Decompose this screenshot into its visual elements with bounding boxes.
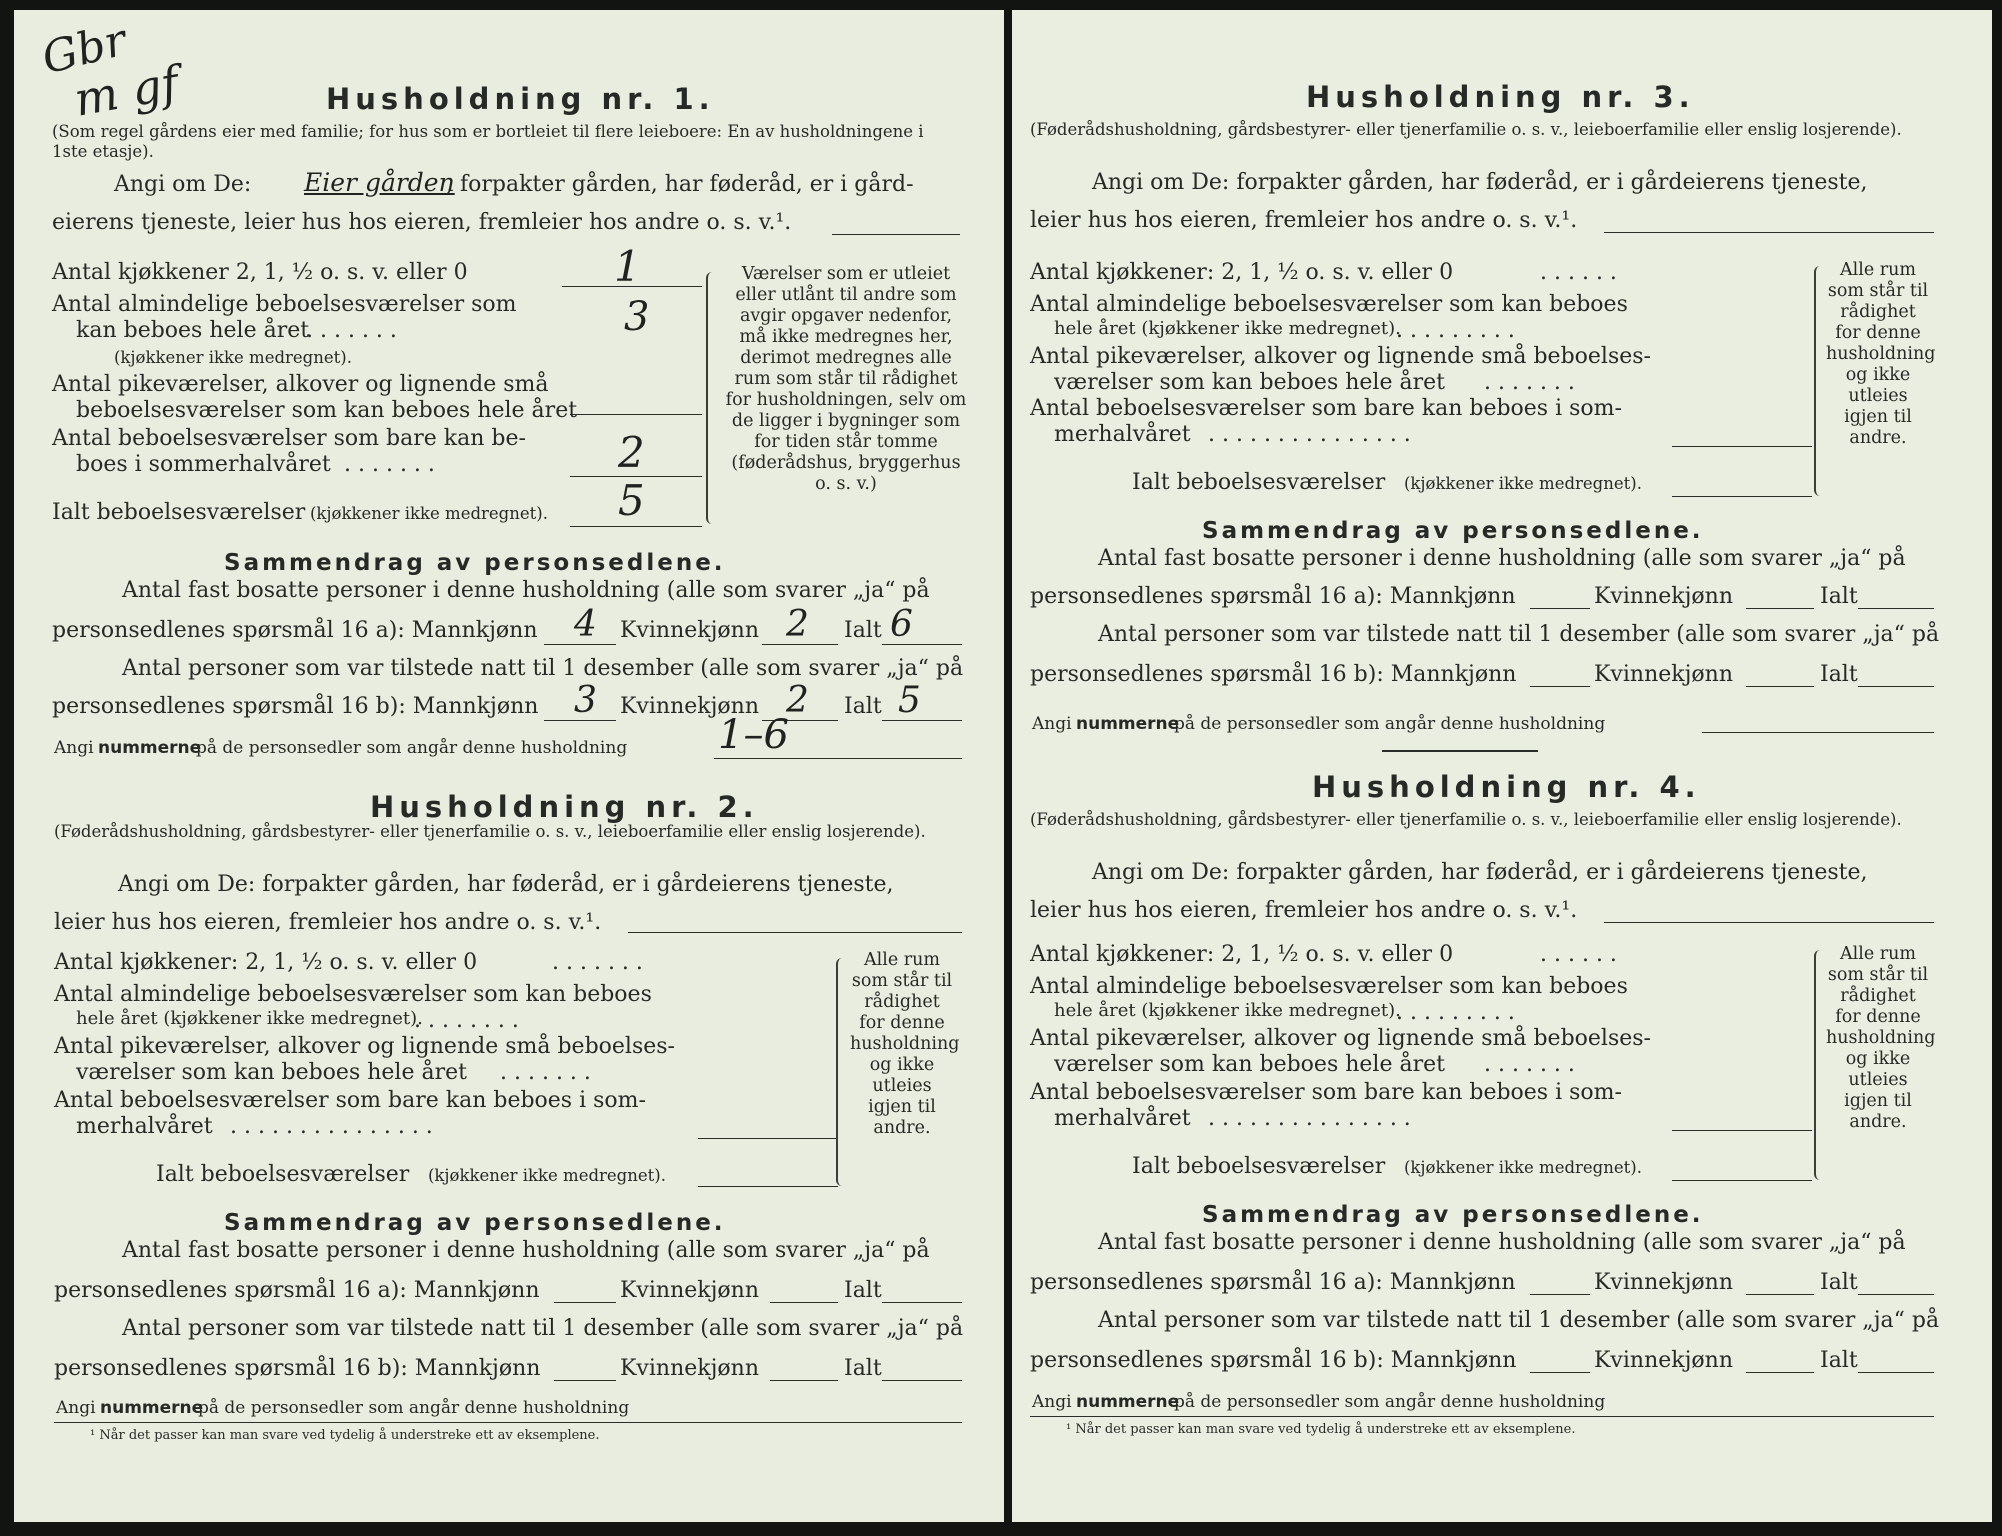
h2-title: Husholdning nr. 2. (370, 790, 759, 824)
h1-resident-total-label: Ialt (844, 618, 882, 643)
h1-present-female-label: Kvinnekjønn (620, 694, 759, 719)
h1-total-value: 5 (618, 476, 645, 525)
h1-summary-title: Sammendrag av personsedlene. (224, 550, 726, 576)
h4-present-female-rule (1746, 1372, 1814, 1373)
margin-note-2: m gf (70, 55, 183, 127)
h2-summer-dots: . . . . . . . . . . . . . . . (230, 1114, 433, 1139)
h2-present-total-rule (882, 1380, 962, 1381)
h2-angi-rule (628, 932, 962, 933)
h1-present-line2: personsedlenes spørsmål 16 b): Mannkjønn (52, 694, 539, 719)
h3-note: (Føderådshusholdning, gårdsbestyrer- eller tjenerfamilie o. s. v., leieboerfamilie eller enslig losjerende). (1030, 120, 1902, 139)
h3-resident-female-label: Kvinnekjønn (1594, 584, 1733, 609)
h4-footnote: ¹ Når det passer kan man svare ved tydelig å understreke ett av eksemplene. (1066, 1422, 1576, 1437)
h2-resident-female-label: Kvinnekjønn (620, 1278, 759, 1303)
h2-maid-dots: . . . . . . . (500, 1060, 591, 1085)
h3-resident-total-rule (1858, 608, 1934, 609)
h1-title: Husholdning nr. 1. (326, 82, 715, 116)
h1-present-male-rule (544, 720, 616, 721)
h4-kitchens-dots: . . . . . . (1540, 942, 1617, 967)
h1-maid-label-1: Antal pikeværelser, alkover og lignende små (52, 372, 549, 397)
h4-maid-label-2: værelser som kan beboes hele året (1054, 1052, 1445, 1077)
h4-angi-line1: Angi om De: forpakter gården, har føderåd, er i gårdeierens tjeneste, (1092, 860, 1868, 885)
h2-total-note: (kjøkkener ikke medregnet). (428, 1166, 666, 1185)
h2-side-note: Alle rum som står til rådighet for denne husholdning og ikke utleies igjen til andre. (850, 950, 960, 1138)
h4-ordinary-label-1: Antal almindelige beboelsesværelser som kan beboes (1030, 974, 1628, 999)
h1-total-note: (kjøkkener ikke medregnet). (310, 504, 548, 523)
left-page (14, 10, 1004, 1522)
h4-total-label: Ialt beboelsesværelser (1132, 1154, 1386, 1179)
h3-title: Husholdning nr. 3. (1306, 80, 1695, 114)
h1-resident-total: 6 (890, 604, 913, 645)
h2-summer-label-1: Antal beboelsesværelser som bare kan beboes i som- (54, 1088, 646, 1113)
right-page (1012, 10, 1992, 1522)
h3-summer-label-2: merhalvåret (1054, 422, 1191, 447)
h3-total-note: (kjøkkener ikke medregnet). (1404, 474, 1642, 493)
h2-total-label: Ialt beboelsesværelser (156, 1162, 410, 1187)
h1-ordinary-label-2: kan beboes hele året (76, 318, 310, 343)
h3-resident-total-label: Ialt (1820, 584, 1858, 609)
h4-brace (1814, 950, 1826, 1180)
h1-ordinary-label-3: (kjøkkener ikke medregnet). (114, 348, 352, 367)
h1-resident-male: 4 (574, 604, 597, 645)
h1-numbers-label-c: på de personsedler som angår denne husholdning (196, 738, 628, 758)
h2-brace (836, 958, 848, 1186)
h1-summer-value: 2 (618, 428, 645, 477)
h4-ordinary-dots: . . . . . . . . . (1396, 1000, 1515, 1025)
h2-note: (Føderådshusholdning, gårdsbestyrer- eller tjenerfamilie o. s. v., leieboerfamilie eller enslig losjerende). (54, 822, 926, 841)
section-divider (1382, 750, 1538, 752)
h1-numbers-label-a: Angi (54, 738, 94, 758)
h2-summer-label-2: merhalvåret (76, 1114, 213, 1139)
h1-resident-female: 2 (786, 604, 809, 645)
h2-summer-rule (698, 1138, 838, 1139)
h3-side-note: Alle rum som står til rådighet for denne husholdning og ikke utleies igjen til andre. (1826, 260, 1936, 448)
h1-angi-answer: Eier gården (304, 168, 455, 197)
h3-angi-line2: leier hus hos eieren, fremleier hos andre o. s. v.¹. (1030, 208, 1578, 233)
h1-total-rule (570, 526, 702, 527)
h1-side-note: Værelser som er utleiet eller utlånt til andre som avgir opgaver nedenfor, må ikke medregnes her, derimot medregnes alle rum som står til rådighet for husholdningen, selv om de ligger i bygninger som for tiden står tomme (føderådshus, bryggerhus o. s. v.) (725, 264, 967, 494)
h2-numbers-label-a: Angi (56, 1398, 96, 1418)
h3-resident-line2: personsedlenes spørsmål 16 a): Mannkjønn (1030, 584, 1516, 609)
h2-numbers-label-b: nummerne (100, 1398, 204, 1418)
h3-resident-male-rule (1530, 608, 1590, 609)
h3-maid-label-2: værelser som kan beboes hele året (1054, 370, 1445, 395)
h3-angi-line1: Angi om De: forpakter gården, har føderåd, er i gårdeierens tjeneste, (1092, 170, 1868, 195)
h4-resident-total-label: Ialt (1820, 1270, 1858, 1295)
h4-resident-male-rule (1530, 1294, 1590, 1295)
h4-angi-rule (1604, 922, 1934, 923)
h2-resident-total-rule (882, 1302, 962, 1303)
h4-maid-label-1: Antal pikeværelser, alkover og lignende små beboelses- (1030, 1026, 1651, 1051)
h3-numbers-label-c: på de personsedler som angår denne husholdning (1174, 714, 1606, 734)
h1-angi-label: Angi om De: (114, 172, 252, 197)
h1-summer-dots: . . . . . . . (344, 452, 435, 477)
h4-summer-label-1: Antal beboelsesværelser som bare kan beboes i som- (1030, 1080, 1622, 1105)
h1-present-total-rule (882, 720, 962, 721)
h3-numbers-rule (1702, 732, 1934, 733)
h3-resident-line1: Antal fast bosatte personer i denne husholdning (alle som svarer „ja“ på (1098, 546, 1906, 571)
h2-total-rule (698, 1186, 838, 1187)
h1-present-female: 2 (786, 680, 809, 721)
h2-present-female-rule (770, 1380, 838, 1381)
h3-summer-label-1: Antal beboelsesværelser som bare kan beboes i som- (1030, 396, 1622, 421)
h1-ordinary-value: 3 (624, 294, 650, 340)
h1-present-total: 5 (898, 680, 921, 721)
h2-kitchens-dots: . . . . . . . (552, 950, 643, 975)
h3-brace (1814, 266, 1826, 496)
h3-present-female-label: Kvinnekjønn (1594, 662, 1733, 687)
h3-present-line1: Antal personer som var tilstede natt til 1 desember (alle som svarer „ja“ på (1098, 622, 1940, 647)
h4-present-total-rule (1858, 1372, 1934, 1373)
h3-resident-female-rule (1746, 608, 1814, 609)
h4-note: (Føderådshusholdning, gårdsbestyrer- eller tjenerfamilie o. s. v., leieboerfamilie eller enslig losjerende). (1030, 810, 1902, 829)
h2-resident-line1: Antal fast bosatte personer i denne husholdning (alle som svarer „ja“ på (122, 1238, 930, 1263)
h4-resident-female-label: Kvinnekjønn (1594, 1270, 1733, 1295)
h1-present-line1: Antal personer som var tilstede natt til 1 desember (alle som svarer „ja“ på (122, 656, 964, 681)
h3-ordinary-label-1: Antal almindelige beboelsesværelser som kan beboes (1030, 292, 1628, 317)
h1-angi-line2: eierens tjeneste, leier hus hos eieren, fremleier hos andre o. s. v.¹. (52, 210, 792, 235)
h4-numbers-label-c: på de personsedler som angår denne husholdning (1174, 1392, 1606, 1412)
h2-ordinary-dots: . . . . . . . . (414, 1008, 519, 1033)
h1-resident-total-rule (882, 644, 962, 645)
h4-angi-line2: leier hus hos eieren, fremleier hos andre o. s. v.¹. (1030, 898, 1578, 923)
h2-ordinary-label-1: Antal almindelige beboelsesværelser som kan beboes (54, 982, 652, 1007)
h1-total-label: Ialt beboelsesværelser (52, 500, 306, 525)
h2-maid-label-2: værelser som kan beboes hele året (76, 1060, 467, 1085)
h3-ordinary-label-2: hele året (kjøkkener ikke medregnet). (1054, 318, 1401, 339)
h4-summer-label-2: merhalvåret (1054, 1106, 1191, 1131)
h4-present-male-rule (1530, 1372, 1590, 1373)
h4-summary-title: Sammendrag av personsedlene. (1202, 1202, 1704, 1228)
h4-resident-line2: personsedlenes spørsmål 16 a): Mannkjønn (1030, 1270, 1516, 1295)
margin-note-1: Gbr (37, 14, 132, 85)
h2-resident-line2: personsedlenes spørsmål 16 a): Mannkjønn (54, 1278, 540, 1303)
h1-maid-label-2: beboelsesværelser som kan beboes hele året (76, 398, 578, 423)
h4-total-note: (kjøkkener ikke medregnet). (1404, 1158, 1642, 1177)
h1-numbers-label-b: nummerne (98, 738, 202, 758)
h4-present-line1: Antal personer som var tilstede natt til 1 desember (alle som svarer „ja“ på (1098, 1308, 1940, 1333)
h4-ordinary-label-2: hele året (kjøkkener ikke medregnet). (1054, 1000, 1401, 1021)
h2-resident-female-rule (770, 1302, 838, 1303)
h1-resident-female-rule (762, 644, 838, 645)
h4-resident-total-rule (1858, 1294, 1934, 1295)
h3-present-total-label: Ialt (1820, 662, 1858, 687)
h1-summer-label-2: boes i sommerhalvåret (76, 452, 331, 477)
h4-numbers-rule (1030, 1416, 1934, 1417)
h4-kitchens-label: Antal kjøkkener: 2, 1, ½ o. s. v. eller 0 (1030, 942, 1454, 967)
h1-present-total-label: Ialt (844, 694, 882, 719)
h2-footnote: ¹ Når det passer kan man svare ved tydelig å understreke ett av eksemplene. (90, 1428, 600, 1443)
h2-maid-label-1: Antal pikeværelser, alkover og lignende små beboelses- (54, 1034, 675, 1059)
h1-angi-rule (832, 234, 960, 235)
h3-present-male-rule (1530, 686, 1590, 687)
h2-summary-title: Sammendrag av personsedlene. (224, 1210, 726, 1236)
h4-numbers-label-a: Angi (1032, 1392, 1072, 1412)
h2-present-line1: Antal personer som var tilstede natt til 1 desember (alle som svarer „ja“ på (122, 1316, 964, 1341)
h2-angi-line2: leier hus hos eieren, fremleier hos andre o. s. v.¹. (54, 910, 602, 935)
h1-present-male: 3 (574, 680, 597, 721)
h1-numbers-rule (714, 758, 962, 759)
h4-resident-female-rule (1746, 1294, 1814, 1295)
h1-kitchens-value: 1 (614, 242, 641, 291)
h4-summer-dots: . . . . . . . . . . . . . . . (1208, 1106, 1411, 1131)
h3-numbers-label-a: Angi (1032, 714, 1072, 734)
h1-ordinary-dots: . . . . . . . (306, 318, 397, 343)
h2-numbers-label-c: på de personsedler som angår denne husholdning (198, 1398, 630, 1418)
h3-present-total-rule (1858, 686, 1934, 687)
h1-maid-rule (570, 414, 702, 415)
h3-summary-title: Sammendrag av personsedlene. (1202, 518, 1704, 544)
h3-total-rule (1672, 496, 1812, 497)
h3-numbers-label-b: nummerne (1076, 714, 1180, 734)
h3-ordinary-dots: . . . . . . . . . (1396, 318, 1515, 343)
h2-kitchens-label: Antal kjøkkener: 2, 1, ½ o. s. v. eller 0 (54, 950, 478, 975)
h1-angi-rest: , forpakter gården, har føderåd, er i gård- (446, 172, 914, 197)
h1-kitchens-rule (562, 286, 702, 287)
h3-maid-dots: . . . . . . . (1484, 370, 1575, 395)
h3-kitchens-label: Antal kjøkkener: 2, 1, ½ o. s. v. eller 0 (1030, 260, 1454, 285)
h4-side-note: Alle rum som står til rådighet for denne husholdning og ikke utleies igjen til andre. (1826, 944, 1936, 1132)
h3-summer-rule (1672, 446, 1812, 447)
h2-present-male-rule (554, 1380, 616, 1381)
h2-resident-male-rule (554, 1302, 616, 1303)
h3-angi-rule (1604, 232, 1934, 233)
h1-numbers-value: 1–6 (718, 712, 789, 758)
h4-present-female-label: Kvinnekjønn (1594, 1348, 1733, 1373)
h3-present-line2: personsedlenes spørsmål 16 b): Mannkjønn (1030, 662, 1517, 687)
h4-summer-rule (1672, 1130, 1812, 1131)
h3-maid-label-1: Antal pikeværelser, alkover og lignende små beboelses- (1030, 344, 1651, 369)
h4-present-line2: personsedlenes spørsmål 16 b): Mannkjønn (1030, 1348, 1517, 1373)
h1-ordinary-label-1: Antal almindelige beboelsesværelser som (52, 292, 517, 317)
h3-summer-dots: . . . . . . . . . . . . . . . (1208, 422, 1411, 447)
h4-total-rule (1672, 1180, 1812, 1181)
h3-present-female-rule (1746, 686, 1814, 687)
h2-ordinary-label-2: hele året (kjøkkener ikke medregnet). (76, 1008, 423, 1029)
h4-present-total-label: Ialt (1820, 1348, 1858, 1373)
h2-numbers-rule (54, 1422, 962, 1423)
h3-total-label: Ialt beboelsesværelser (1132, 470, 1386, 495)
h1-resident-male-rule (544, 644, 616, 645)
h4-numbers-label-b: nummerne (1076, 1392, 1180, 1412)
h2-present-line2: personsedlenes spørsmål 16 b): Mannkjønn (54, 1356, 541, 1381)
h3-kitchens-dots: . . . . . . (1540, 260, 1617, 285)
h4-maid-dots: . . . . . . . (1484, 1052, 1575, 1077)
h1-kitchens-label: Antal kjøkkener 2, 1, ½ o. s. v. eller 0 (52, 260, 468, 285)
h1-resident-line2: personsedlenes spørsmål 16 a): Mannkjønn (52, 618, 538, 643)
h1-note: (Som regel gårdens eier med familie; for hus som er bortleiet til flere leieboere: En av husholdningene i 1ste etasje). (52, 122, 924, 161)
h4-resident-line1: Antal fast bosatte personer i denne husholdning (alle som svarer „ja“ på (1098, 1230, 1906, 1255)
h1-summer-label-1: Antal beboelsesværelser som bare kan be- (52, 426, 526, 451)
h1-brace (706, 272, 718, 524)
h1-resident-female-label: Kvinnekjønn (620, 618, 759, 643)
h4-title: Husholdning nr. 4. (1312, 770, 1701, 804)
h2-resident-total-label: Ialt (844, 1278, 882, 1303)
h2-present-female-label: Kvinnekjønn (620, 1356, 759, 1381)
h1-resident-line1: Antal fast bosatte personer i denne husholdning (alle som svarer „ja“ på (122, 578, 930, 603)
h2-present-total-label: Ialt (844, 1356, 882, 1381)
h2-angi-line1: Angi om De: forpakter gården, har føderåd, er i gårdeierens tjeneste, (118, 872, 894, 897)
